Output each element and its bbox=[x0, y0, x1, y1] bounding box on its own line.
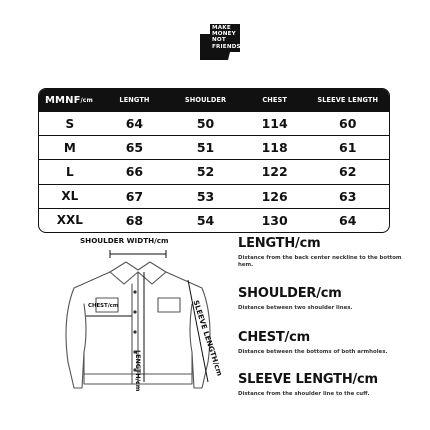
legend-title: SHOULDER/cm bbox=[238, 286, 342, 301]
size-cell: XL bbox=[61, 189, 79, 204]
logo-line: NOT bbox=[212, 37, 226, 44]
length-cell: 68 bbox=[125, 212, 144, 228]
legend-item-chest bbox=[238, 330, 403, 356]
shoulder-cell: 51 bbox=[196, 140, 215, 156]
logo-line: MAKE bbox=[212, 25, 231, 31]
table-row bbox=[39, 159, 389, 183]
table-row bbox=[39, 135, 389, 159]
logo-text bbox=[212, 25, 248, 50]
size-chart-table bbox=[38, 88, 390, 233]
shoulder-width-label: SHOULDER WIDTH/cm bbox=[80, 236, 169, 245]
legend-description: Distance from the shoulder line to the cuff. bbox=[238, 391, 370, 397]
length-cell: 64 bbox=[125, 116, 144, 132]
table-row bbox=[39, 111, 389, 135]
shoulder-cell: 52 bbox=[196, 164, 215, 180]
chest-cell: 130 bbox=[261, 212, 288, 228]
sleeve-length-cell: 62 bbox=[339, 164, 357, 180]
sleeve-length-cell: 64 bbox=[339, 212, 357, 228]
shoulder-cell: 53 bbox=[196, 188, 215, 204]
brand-logo bbox=[200, 22, 241, 62]
header-brand-cell bbox=[39, 89, 101, 111]
shoulder-cell: 50 bbox=[196, 116, 215, 132]
column-header-chest: CHEST bbox=[262, 96, 287, 104]
column-header-shoulder: SHOULDER bbox=[184, 96, 227, 104]
chest-cell: 126 bbox=[261, 188, 288, 204]
legend-description: Distance between the bottoms of both armholes. bbox=[238, 349, 388, 355]
sleeve-length-cell: 60 bbox=[339, 116, 357, 132]
sleeve-length-label: SLEEVE LENGTH/cm bbox=[191, 299, 225, 378]
legend-title: CHEST/cm bbox=[238, 330, 310, 345]
right-armhole bbox=[190, 304, 192, 352]
shoulder-cell: 54 bbox=[196, 212, 215, 228]
chest-cell: 114 bbox=[261, 116, 288, 132]
unit-label: /cm bbox=[80, 96, 93, 104]
chest-cell: 122 bbox=[261, 164, 288, 180]
sleeve-length-cell: 61 bbox=[339, 140, 357, 156]
sleeve-length-cell: 63 bbox=[339, 188, 357, 204]
chest-label: CHEST/cm bbox=[88, 303, 119, 309]
legend-item-sleeve-length bbox=[238, 372, 403, 398]
length-cell: 67 bbox=[125, 188, 144, 204]
jacket-measurement-diagram bbox=[38, 232, 238, 420]
right-pocket bbox=[158, 298, 180, 312]
column-header-sleeve-length: SLEEVE LENGTH bbox=[317, 96, 379, 104]
length-label: LENGTH/cm bbox=[134, 350, 142, 392]
table-row bbox=[39, 184, 389, 208]
chest-cell: 118 bbox=[261, 140, 288, 156]
legend-description: Distance between two shoulder lines. bbox=[238, 305, 353, 311]
legend-title: LENGTH/cm bbox=[238, 236, 321, 251]
left-armhole bbox=[84, 304, 86, 352]
legend-item-shoulder bbox=[238, 286, 403, 312]
table-header-row bbox=[39, 89, 389, 111]
collar-line bbox=[110, 262, 166, 272]
legend-description: Distance from the back center neckline to the bottom hem. bbox=[238, 255, 402, 268]
legend-title: SLEEVE LENGTH/cm bbox=[238, 372, 378, 387]
table-row bbox=[39, 208, 389, 232]
length-cell: 65 bbox=[125, 140, 144, 156]
length-cell: 66 bbox=[125, 164, 144, 180]
size-cell: M bbox=[63, 140, 76, 155]
size-cell: S bbox=[65, 116, 75, 131]
column-header-length: LENGTH bbox=[119, 96, 150, 104]
legend-item-length bbox=[238, 236, 403, 269]
size-cell: L bbox=[65, 164, 74, 179]
brand-name: MMNF bbox=[45, 94, 81, 106]
size-cell: XXL bbox=[56, 213, 83, 228]
logo-line: MONEY bbox=[212, 31, 236, 38]
logo-line: FRIENDS bbox=[212, 43, 241, 50]
